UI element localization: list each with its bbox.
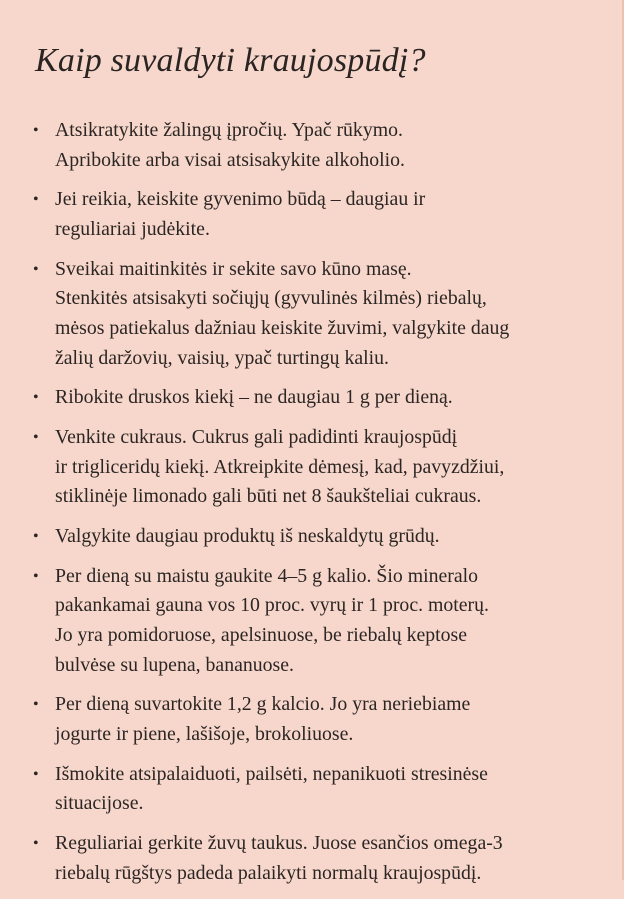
bullet-icon: • <box>33 765 39 783</box>
tip-item-9 <box>33 760 598 819</box>
bullet-icon: • <box>33 528 39 546</box>
tip-item-2 <box>33 185 598 244</box>
bullet-icon: • <box>33 260 39 278</box>
tip-line: stiklinėje limonado gali būti net 8 šaukšteliai cukraus. <box>55 485 482 508</box>
tip-text <box>55 116 598 175</box>
tip-line: Ribokite druskos kiekį – ne daugiau 1 g per dieną. <box>55 386 453 409</box>
tip-line: žalių daržovių, vaisių, ypač turtingų kaliu. <box>55 346 389 369</box>
tip-text <box>55 760 598 819</box>
tip-item-8 <box>33 690 598 749</box>
tip-item-5 <box>33 423 598 512</box>
tip-item-3 <box>33 255 598 373</box>
bullet-icon: • <box>33 191 39 209</box>
tip-line: bulvėse su lupena, bananuose. <box>55 653 294 676</box>
tip-item-10 <box>33 829 598 888</box>
tip-line: Jo yra pomidoruose, apelsinuose, be riebalų keptose <box>55 624 468 647</box>
bullet-icon: • <box>33 696 39 714</box>
tip-line: Reguliariai gerkite žuvų taukus. Juose esančios omega-3 <box>55 832 503 855</box>
tip-line: ir trigliceridų kiekį. Atkreipkite dėmesį, kad, pavyzdžiui, <box>55 455 505 478</box>
bullet-icon: • <box>33 429 39 447</box>
tip-text <box>55 522 598 552</box>
tip-item-1 <box>33 116 598 175</box>
tip-line: situacijose. <box>55 792 144 815</box>
tip-item-4 <box>33 383 598 413</box>
bullet-icon: • <box>33 122 39 139</box>
tip-line: Sveikai maitinkitės ir sekite savo kūno masę. <box>55 257 412 280</box>
tip-line: Stenkitės atsisakyti sočiųjų (gyvulinės kilmės) riebalų, <box>55 287 487 310</box>
tip-line: reguliariai judėkite. <box>55 217 210 240</box>
bullet-icon: • <box>33 567 39 585</box>
tip-text <box>55 562 598 680</box>
tips-list <box>33 116 598 899</box>
tip-line: Per dieną suvartokite 1,2 g kalcio. Jo yra neriebiame <box>55 693 471 716</box>
tip-line: riebalų rūgštys padeda palaikyti normalų kraujospūdį. <box>55 861 482 884</box>
tip-text <box>55 383 598 413</box>
tip-line: mėsos patiekalus dažniau keiskite žuvimi, valgykite daug <box>55 316 510 339</box>
tip-line: Jei reikia, keiskite gyvenimo būdą – daugiau ir <box>55 188 426 211</box>
tip-line: Per dieną su maistu gaukite 4–5 g kalio. Šio mineralo <box>55 564 479 587</box>
tip-line: pakankamai gauna vos 10 proc. vyrų ir 1 proc. moterų. <box>55 594 489 617</box>
tip-line: jogurte ir piene, lašišoje, brokoliuose. <box>55 723 354 745</box>
tip-line: Venkite cukraus. Cukrus gali padidinti kraujospūdį <box>55 426 458 449</box>
bullet-icon: • <box>33 389 39 407</box>
page-title: Kaip suvaldyti kraujospūdį? <box>35 42 426 79</box>
tip-line: Atsikratykite žalingų įpročių. Ypač rūkymo. <box>55 119 403 141</box>
tip-text <box>55 255 598 373</box>
tip-text <box>55 423 598 512</box>
tip-item-6 <box>33 522 598 552</box>
bullet-icon: • <box>33 835 39 853</box>
tip-line: Valgykite daugiau produktų iš neskaldytų grūdų. <box>55 525 440 548</box>
tip-line: Išmokite atsipalaiduoti, pailsėti, nepanikuoti stresinėse <box>55 762 488 785</box>
tip-text <box>55 185 598 244</box>
tip-item-7 <box>33 562 598 680</box>
tip-text <box>55 690 598 749</box>
tip-line: Apribokite arba visai atsisakykite alkoholio. <box>55 148 405 171</box>
tip-text <box>55 829 598 888</box>
